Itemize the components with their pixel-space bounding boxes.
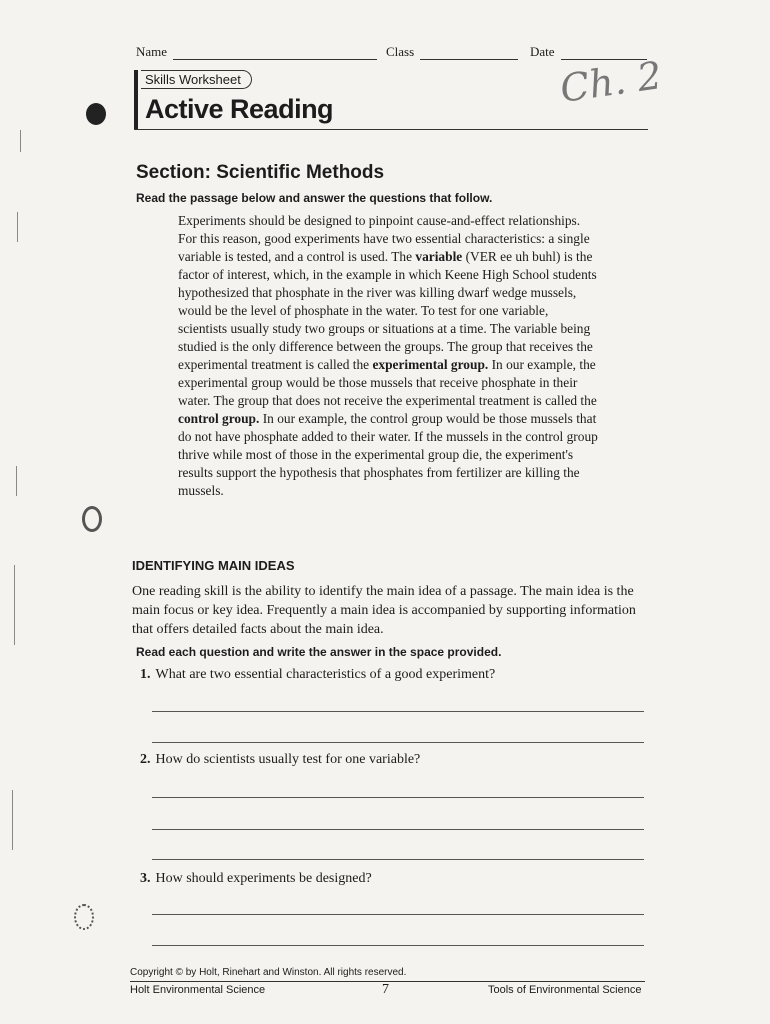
question-text: How do scientists usually test for one variable? (155, 752, 421, 767)
binder-hole-mark (82, 506, 102, 532)
main-ideas-heading: IDENTIFYING MAIN IDEAS (132, 558, 295, 573)
scan-mark (20, 130, 21, 152)
question-text: What are two essential characteristics of a good experiment? (155, 667, 496, 682)
binder-hole-mark (74, 904, 94, 930)
name-field[interactable] (136, 44, 377, 60)
date-label: Date (530, 44, 555, 59)
title-bar (134, 70, 138, 130)
answer-line[interactable] (152, 829, 644, 830)
question-text: How should experiments be designed? (155, 871, 372, 886)
copyright-notice: Copyright © by Holt, Rinehart and Winston. All rights reserved. (130, 967, 407, 978)
question-number: 1. (140, 667, 151, 682)
passage-text: Experiments should be designed to pinpoint cause-and-effect relationships. For this reason, good experiments have two essential characteristics: a single variable is tested, and a control is used. The (178, 213, 590, 264)
handwritten-note: Ch. 2 (557, 53, 665, 111)
binder-hole-mark (86, 103, 106, 125)
class-field[interactable] (386, 44, 518, 60)
answer-line[interactable] (152, 797, 644, 798)
main-ideas-text: One reading skill is the ability to identify the main idea of a passage. The main idea is the main focus or key idea. Frequently a main idea is accompanied by supporting information that offers detailed facts about the main idea. (132, 584, 636, 637)
answer-line[interactable] (152, 711, 644, 712)
answer-line[interactable] (152, 859, 644, 860)
section-title: Section: Scientific Methods (136, 162, 385, 183)
answer-line[interactable] (152, 742, 644, 743)
scan-mark (17, 212, 18, 242)
page-number: 7 (382, 982, 389, 997)
footer-chapter-title: Tools of Environmental Science (488, 984, 642, 996)
scan-mark (14, 565, 15, 645)
question-1 (140, 667, 495, 683)
question-number: 2. (140, 752, 151, 767)
passage-text: In our example, the experimental group would be those mussels that receive phosphate in their water. The group that does not receive the experimental treatment is called the (178, 357, 597, 408)
title-divider (134, 129, 648, 130)
question-3 (140, 871, 372, 887)
answer-line[interactable] (152, 945, 644, 946)
term-variable: variable (415, 249, 463, 264)
questions-instruction: Read each question and write the answer in the space provided. (136, 645, 502, 659)
question-2 (140, 752, 420, 768)
passage-text: (VER ee uh buhl) is the factor of interest, which, in the example in which Keene High School students hypothesized that phosphate in the river was killing dwarf wedge mussels, would be the level of phosphate in the water. To test for one variable, scientists usually study two groups or situations at a time. The variable being studied is the only difference between the groups. The group that receives the experimental treatment is called the (178, 249, 597, 372)
scan-mark (16, 466, 17, 496)
answer-line[interactable] (152, 914, 644, 915)
page-title: Active Reading (145, 94, 334, 124)
worksheet-tag: Skills Worksheet (141, 70, 252, 89)
class-label: Class (386, 44, 415, 59)
reading-passage (178, 212, 598, 500)
class-line[interactable] (420, 47, 518, 60)
passage-text: In our example, the control group would be those mussels that do not have phosphate added to their water. If the mussels in the control group thrive while most of those in the experimental group die, the experiment's results support the hypothesis that phosphates from fertilizer are killing the mussels. (178, 411, 598, 498)
question-number: 3. (140, 871, 151, 886)
term-control-group: control group. (178, 411, 260, 426)
footer-book-title: Holt Environmental Science (130, 984, 266, 996)
name-line[interactable] (173, 47, 377, 60)
term-experimental-group: experimental group. (372, 357, 489, 372)
scan-mark (12, 790, 13, 850)
passage-instruction: Read the passage below and answer the questions that follow. (136, 191, 493, 205)
name-label: Name (136, 44, 168, 59)
